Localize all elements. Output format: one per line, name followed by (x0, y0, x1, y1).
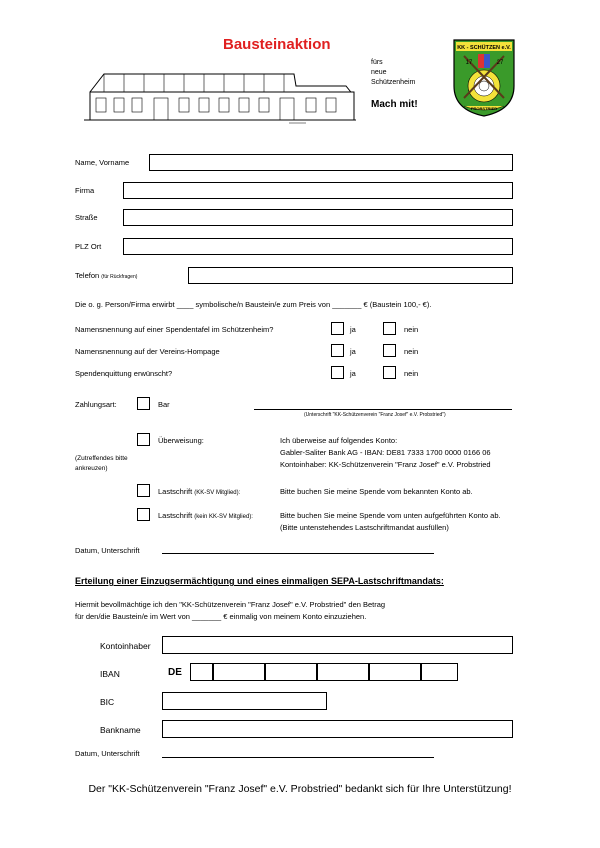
quittung-nein-checkbox[interactable] (383, 366, 396, 379)
plz-ort-label: PLZ Ort (75, 242, 102, 251)
iban-group-4-input[interactable] (369, 663, 421, 681)
sepa-datum-label: Datum, Unterschrift (75, 749, 140, 758)
lastschrift-kein-mitglied-info-2: (Bitte untenstehendes Lastschriftmandat ausfüllen) (280, 523, 449, 532)
iban-check-digits-input[interactable] (190, 663, 213, 681)
fuers-line-2: neue (371, 69, 387, 76)
mach-mit-text: Mach mit! (371, 99, 418, 110)
bar-checkbox[interactable] (137, 397, 150, 410)
spendentafel-ja-label: ja (350, 325, 356, 334)
iban-group-3-input[interactable] (317, 663, 369, 681)
iban-group-2-input[interactable] (265, 663, 317, 681)
spendentafel-ja-checkbox[interactable] (331, 322, 344, 335)
lastschrift-mitglied-info: Bitte buchen Sie meine Spende vom bekannten Konto ab. (280, 487, 473, 496)
club-logo (450, 38, 518, 118)
homepage-nein-label: nein (404, 347, 419, 356)
quittung-ja-label: ja (350, 369, 356, 378)
telefon-label (75, 271, 137, 280)
kontoinhaber-input[interactable] (162, 636, 513, 654)
homepage-ja-checkbox[interactable] (331, 344, 344, 357)
quittung-nein-label: nein (404, 369, 419, 378)
ueberweisung-checkbox[interactable] (137, 433, 150, 446)
sepa-text-2: für den/die Baustein/e im Wert von _______ € einmalig von meinem Konto einzuziehen. (75, 612, 367, 621)
signature-note: (Unterschrift "KK-Schützenverein "Franz Josef" e.V. Probstried") (304, 412, 446, 418)
question-quittung: Spendenquittung erwünscht? (75, 369, 173, 378)
sepa-datum-line[interactable] (162, 757, 434, 758)
hint-line-2: ankreuzen) (75, 465, 108, 472)
strasse-input[interactable] (123, 209, 513, 226)
lastschrift-mitglied-checkbox[interactable] (137, 484, 150, 497)
zahlungsart-label: Zahlungsart: (75, 400, 117, 409)
logo-bottom-text: PROBSTRIED (470, 106, 498, 111)
strasse-label: Straße (75, 213, 98, 222)
quittung-ja-checkbox[interactable] (331, 366, 344, 379)
logo-right-num: 27 (496, 60, 504, 66)
iban-label: IBAN (100, 669, 120, 679)
fuers-line-3: Schützenheim (371, 79, 416, 86)
ueberweisung-label: Überweisung: (158, 436, 204, 445)
purchase-sentence: Die o. g. Person/Firma erwirbt ____ symbolische/n Baustein/e zum Preis von _______ € (Baustein 100,- €). (75, 300, 432, 309)
lastschrift-mitglied-note: (KK-SV Mitglied): (194, 490, 241, 496)
sepa-text-1: Hiermit bevollmächtige ich den "KK-Schützenverein "Franz Josef" e.V. Probstried" den Betrag (75, 600, 386, 609)
bar-label: Bar (158, 400, 170, 409)
lastschrift-mitglied-text: Lastschrift (158, 487, 193, 496)
sepa-title: Erteilung einer Einzugsermächtigung und eines einmaligen SEPA-Lastschriftmandats: (75, 576, 444, 586)
bankname-input[interactable] (162, 720, 513, 738)
bankname-label: Bankname (100, 725, 141, 735)
logo-top-text: KK - SCHÜTZEN e.V. (457, 45, 511, 51)
name-label: Name, Vorname (75, 158, 130, 167)
question-spendentafel: Namensnennung auf einer Spendentafel im Schützenheim? (75, 325, 274, 334)
spendentafel-nein-checkbox[interactable] (383, 322, 396, 335)
page-title: Bausteinaktion (223, 36, 331, 53)
firma-input[interactable] (123, 182, 513, 199)
spendentafel-nein-label: nein (404, 325, 419, 334)
hint-line-1: (Zutreffendes bitte (75, 455, 128, 462)
bar-signature-line[interactable] (254, 409, 512, 410)
iban-prefix: DE (168, 667, 182, 678)
telefon-label-text: Telefon (75, 271, 100, 280)
question-homepage: Namensnennung auf der Vereins-Hompage (75, 347, 220, 356)
iban-group-5-input[interactable] (421, 663, 458, 681)
konto-line-1: Ich überweise auf folgendes Konto: (280, 436, 398, 445)
telefon-note: (für Rückfragen) (101, 274, 138, 280)
logo-left-num: 17 (465, 60, 473, 66)
lastschrift-kein-mitglied-label (158, 511, 253, 520)
bic-input[interactable] (162, 692, 327, 710)
lastschrift-kein-mitglied-text: Lastschrift (158, 511, 193, 520)
firma-label: Firma (75, 186, 95, 195)
iban-group-1-input[interactable] (213, 663, 265, 681)
datum-unterschrift-line[interactable] (162, 553, 434, 554)
kontoinhaber-label: Kontoinhaber (100, 641, 151, 651)
thanks-footer: Der "KK-Schützenverein "Franz Josef" e.V. Probstried" bedankt sich für Ihre Unterstützung! (88, 783, 512, 795)
plz-ort-input[interactable] (123, 238, 513, 255)
building-sketch (84, 68, 356, 130)
datum-unterschrift-label: Datum, Unterschrift (75, 546, 140, 555)
lastschrift-mitglied-label (158, 487, 240, 496)
konto-line-3: Kontoinhaber: KK-Schützenverein "Franz Josef" e.V. Probstried (280, 460, 491, 469)
name-input[interactable] (149, 154, 513, 171)
homepage-nein-checkbox[interactable] (383, 344, 396, 357)
telefon-input[interactable] (188, 267, 513, 284)
homepage-ja-label: ja (350, 347, 356, 356)
lastschrift-kein-mitglied-info-1: Bitte buchen Sie meine Spende vom unten aufgeführten Konto ab. (280, 511, 501, 520)
fuers-line-1: fürs (371, 59, 383, 66)
konto-line-2: Gabler-Saliter Bank AG - IBAN: DE81 7333 1700 0000 0166 06 (280, 448, 491, 457)
lastschrift-kein-mitglied-checkbox[interactable] (137, 508, 150, 521)
bic-label: BIC (100, 697, 115, 707)
lastschrift-kein-mitglied-note: (kein KK-SV Mitglied): (194, 514, 253, 520)
